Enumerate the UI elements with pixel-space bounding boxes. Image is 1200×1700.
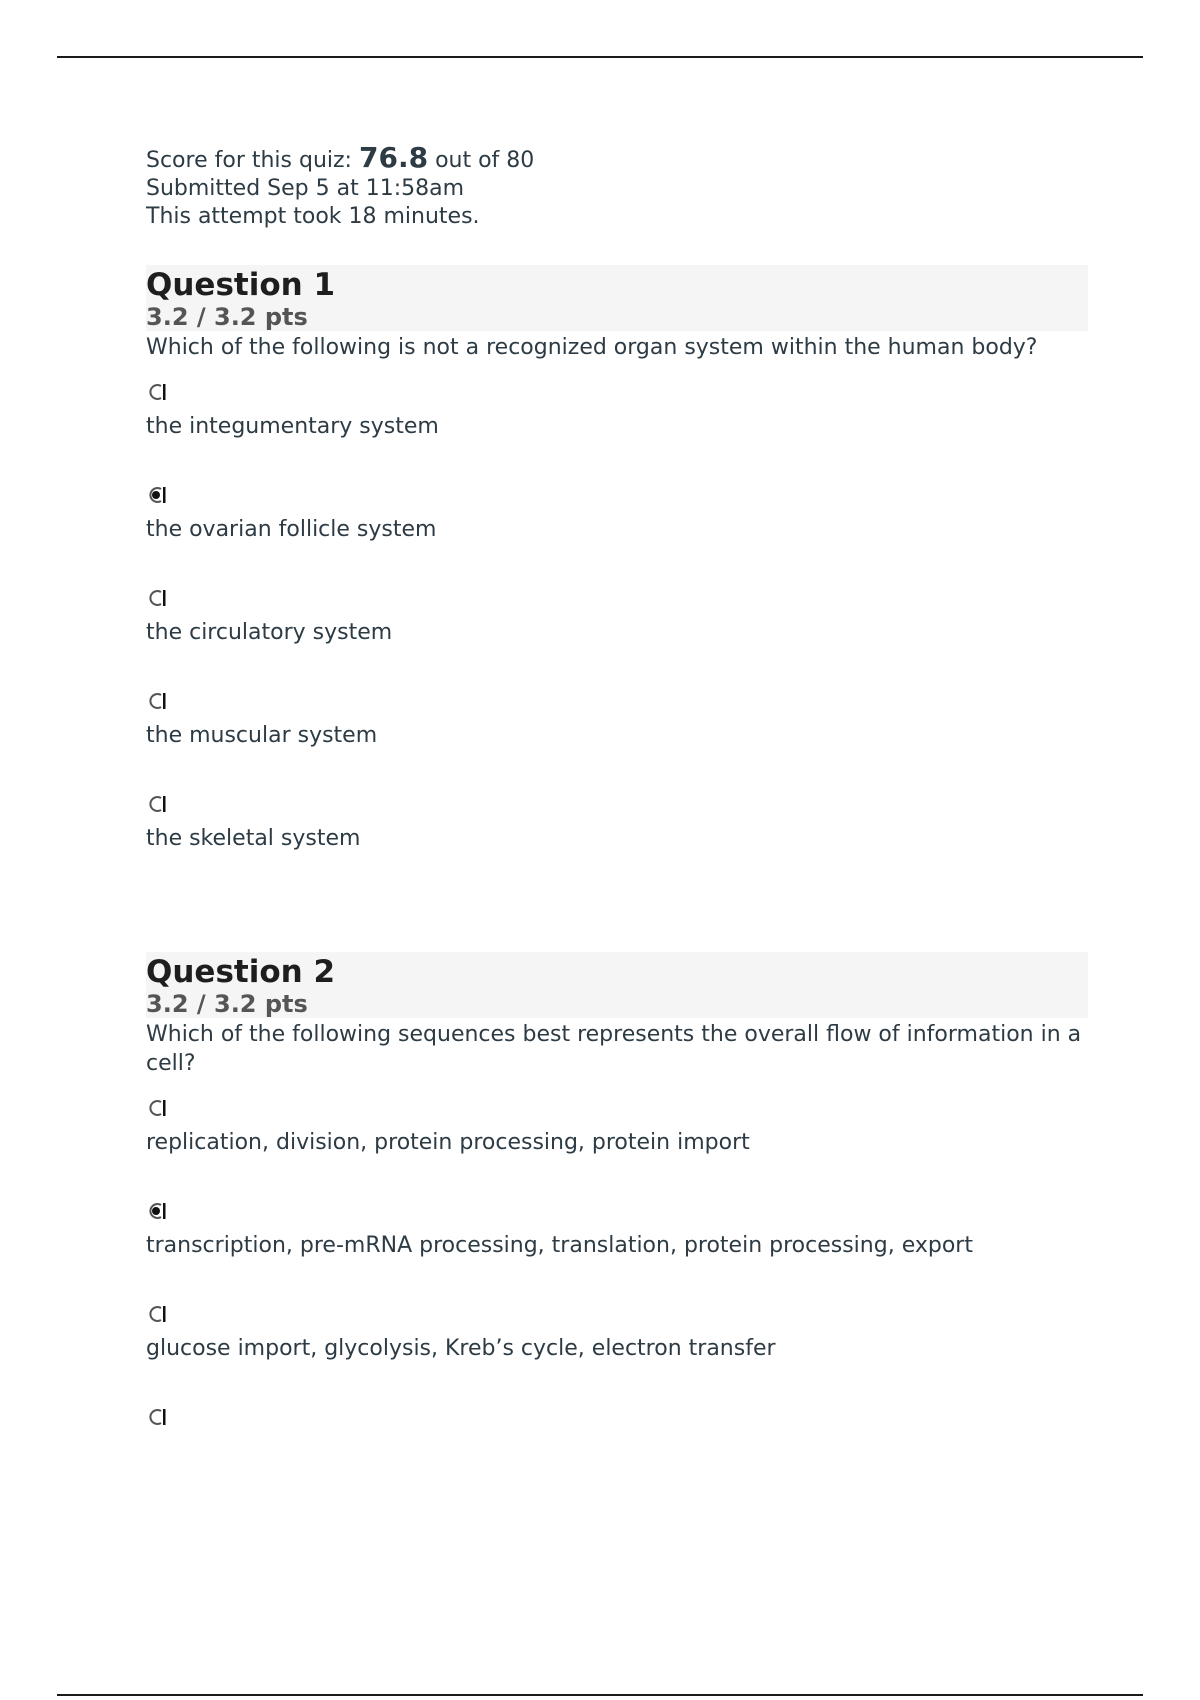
answer-option[interactable] xyxy=(146,690,1088,793)
radio-unselected-icon[interactable] xyxy=(146,690,168,712)
radio-unselected-icon[interactable] xyxy=(146,587,168,609)
answer-label: the circulatory system xyxy=(146,620,393,645)
radio-unselected-icon[interactable] xyxy=(146,381,168,403)
question-points: 3.2 / 3.2 pts xyxy=(146,303,308,331)
score-suffix: out of 80 xyxy=(435,148,535,173)
score-line xyxy=(146,141,1088,175)
answer-option-selected[interactable] xyxy=(146,484,1088,587)
answer-label: the skeletal system xyxy=(146,826,361,851)
radio-selected-icon[interactable] xyxy=(146,1200,168,1222)
question-1 xyxy=(146,265,1088,896)
question-text: Which of the following is not a recognized organ system within the human body? xyxy=(146,335,1038,360)
answer-label: the integumentary system xyxy=(146,414,439,439)
top-divider xyxy=(57,56,1143,58)
answer-label: glucose import, glycolysis, Kreb’s cycle, electron transfer xyxy=(146,1336,776,1361)
question-header xyxy=(146,952,1088,1018)
score-prefix: Score for this quiz: xyxy=(146,148,352,173)
answer-label: the muscular system xyxy=(146,723,378,748)
radio-unselected-icon[interactable] xyxy=(146,1097,168,1119)
question-header xyxy=(146,265,1088,331)
score-value: 76.8 xyxy=(358,141,429,174)
answer-option[interactable] xyxy=(146,587,1088,690)
question-title: Question 1 xyxy=(146,267,336,303)
radio-unselected-icon[interactable] xyxy=(146,1406,168,1428)
answer-option[interactable] xyxy=(146,1097,1088,1200)
submitted-time: Submitted Sep 5 at 11:58am xyxy=(146,176,465,201)
answer-option[interactable] xyxy=(146,1303,1088,1406)
radio-unselected-icon[interactable] xyxy=(146,793,168,815)
radio-selected-icon[interactable] xyxy=(146,484,168,506)
question-title: Question 2 xyxy=(146,954,336,990)
question-points: 3.2 / 3.2 pts xyxy=(146,990,308,1018)
bottom-divider xyxy=(57,1694,1143,1696)
answer-label: transcription, pre-mRNA processing, translation, protein processing, export xyxy=(146,1233,973,1258)
answer-label: the ovarian follicle system xyxy=(146,517,437,542)
radio-unselected-icon[interactable] xyxy=(146,1303,168,1325)
question-2 xyxy=(146,952,1088,1509)
question-text: Which of the following sequences best represents the overall flow of information in a cell? xyxy=(146,1022,1082,1076)
attempt-duration: This attempt took 18 minutes. xyxy=(146,204,480,229)
quiz-summary xyxy=(146,141,1088,231)
answer-option[interactable] xyxy=(146,381,1088,484)
answer-label: replication, division, protein processing, protein import xyxy=(146,1130,750,1155)
answer-option[interactable] xyxy=(146,1406,1088,1509)
answer-option[interactable] xyxy=(146,793,1088,896)
answer-option-selected[interactable] xyxy=(146,1200,1088,1303)
